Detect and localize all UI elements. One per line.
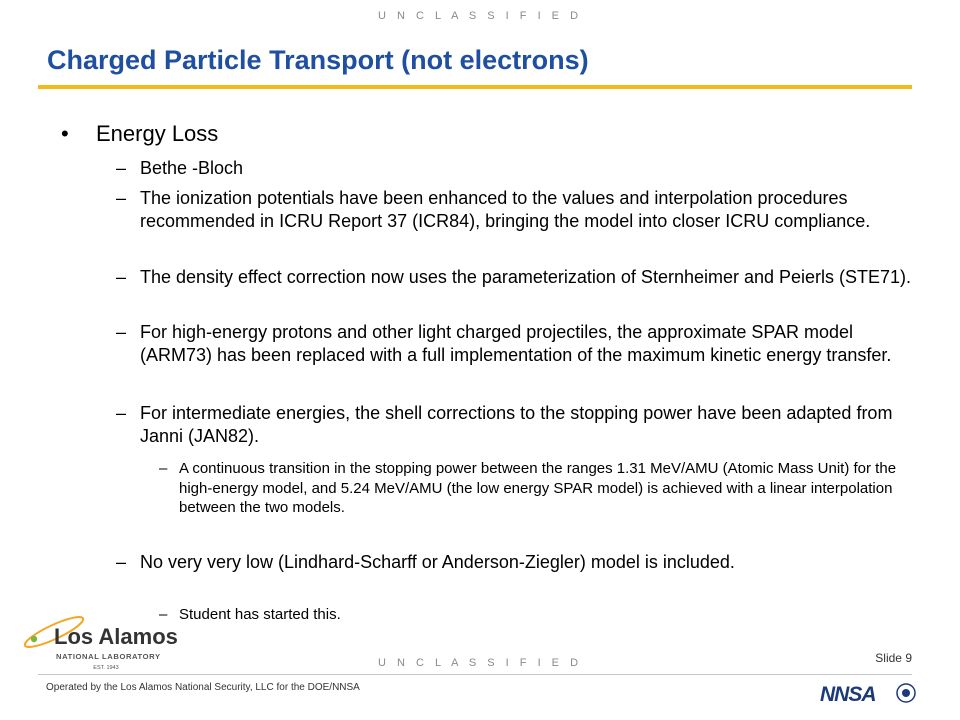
- list-item-text: For high-energy protons and other light charged projectiles, the approximate SPAR model (ARM73) has been replaced with a full implementation of the maximum kinetic energy transfer.: [140, 322, 892, 365]
- list-item: [116, 187, 920, 233]
- sub-list-item: [159, 605, 929, 625]
- dash-bullet-icon: –: [116, 267, 127, 287]
- nnsa-logo: [818, 681, 918, 705]
- sub-list-item-text: Student has started this.: [179, 606, 341, 623]
- dash-bullet-icon: –: [116, 403, 127, 423]
- logo-subtitle: NATIONAL LABORATORY: [56, 652, 161, 661]
- list-item-text: No very very low (Lindhard-Scharff or Anderson-Ziegler) model is included.: [140, 552, 735, 572]
- operated-by-text: Operated by the Los Alamos National Security, LLC for the DOE/NNSA: [46, 682, 360, 693]
- list-item: [116, 266, 920, 289]
- dash-bullet-icon: –: [116, 552, 127, 572]
- bullet-energy-loss: [61, 121, 219, 147]
- list-item: [116, 551, 920, 574]
- dash-bullet-icon: –: [159, 460, 168, 477]
- nnsa-seal-icon: [897, 684, 915, 702]
- nnsa-wordmark: NNSA: [820, 683, 876, 705]
- sub-list-item-text: A continuous transition in the stopping power between the ranges 1.31 MeV/AMU (Atomic Mass Unit) for the high-energy model, and 5.24 MeV/AMU (the low energy SPAR model) is achieved with a linear interpolation between the two models.: [179, 460, 897, 516]
- title-underline: [38, 85, 912, 89]
- list-item: [116, 157, 920, 180]
- dash-bullet-icon: –: [116, 158, 127, 178]
- dash-bullet-icon: –: [116, 188, 127, 208]
- list-item-text: Bethe -Bloch: [140, 158, 244, 178]
- list-item-text: The density effect correction now uses the parameterization of Sternheimer and Peierls (STE71).: [140, 267, 912, 287]
- classification-top: U N C L A S S I F I E D: [377, 10, 583, 22]
- logo-est: EST. 1943: [93, 665, 119, 671]
- bullet-dot-icon: •: [61, 121, 69, 146]
- classification-bottom: U N C L A S S I F I E D: [377, 657, 583, 669]
- list-item: [116, 321, 920, 367]
- slide-number: Slide 9: [875, 651, 912, 665]
- list-item-text: For intermediate energies, the shell corrections to the stopping power have been adapted from Janni (JAN82).: [140, 403, 893, 446]
- sub-list-item: [159, 459, 929, 518]
- logo-wordmark: Los Alamos: [54, 624, 178, 649]
- list-item-text: The ionization potentials have been enhanced to the values and interpolation procedures recommended in ICRU Report 37 (ICR84), bringing the model into closer ICRU compliance.: [140, 188, 871, 231]
- footer-divider: [38, 674, 912, 675]
- dash-bullet-icon: –: [116, 322, 127, 342]
- dash-bullet-icon: –: [159, 606, 168, 623]
- bullet-text: Energy Loss: [96, 121, 219, 146]
- list-item: [116, 402, 920, 448]
- slide-title: Charged Particle Transport (not electrons): [47, 45, 589, 75]
